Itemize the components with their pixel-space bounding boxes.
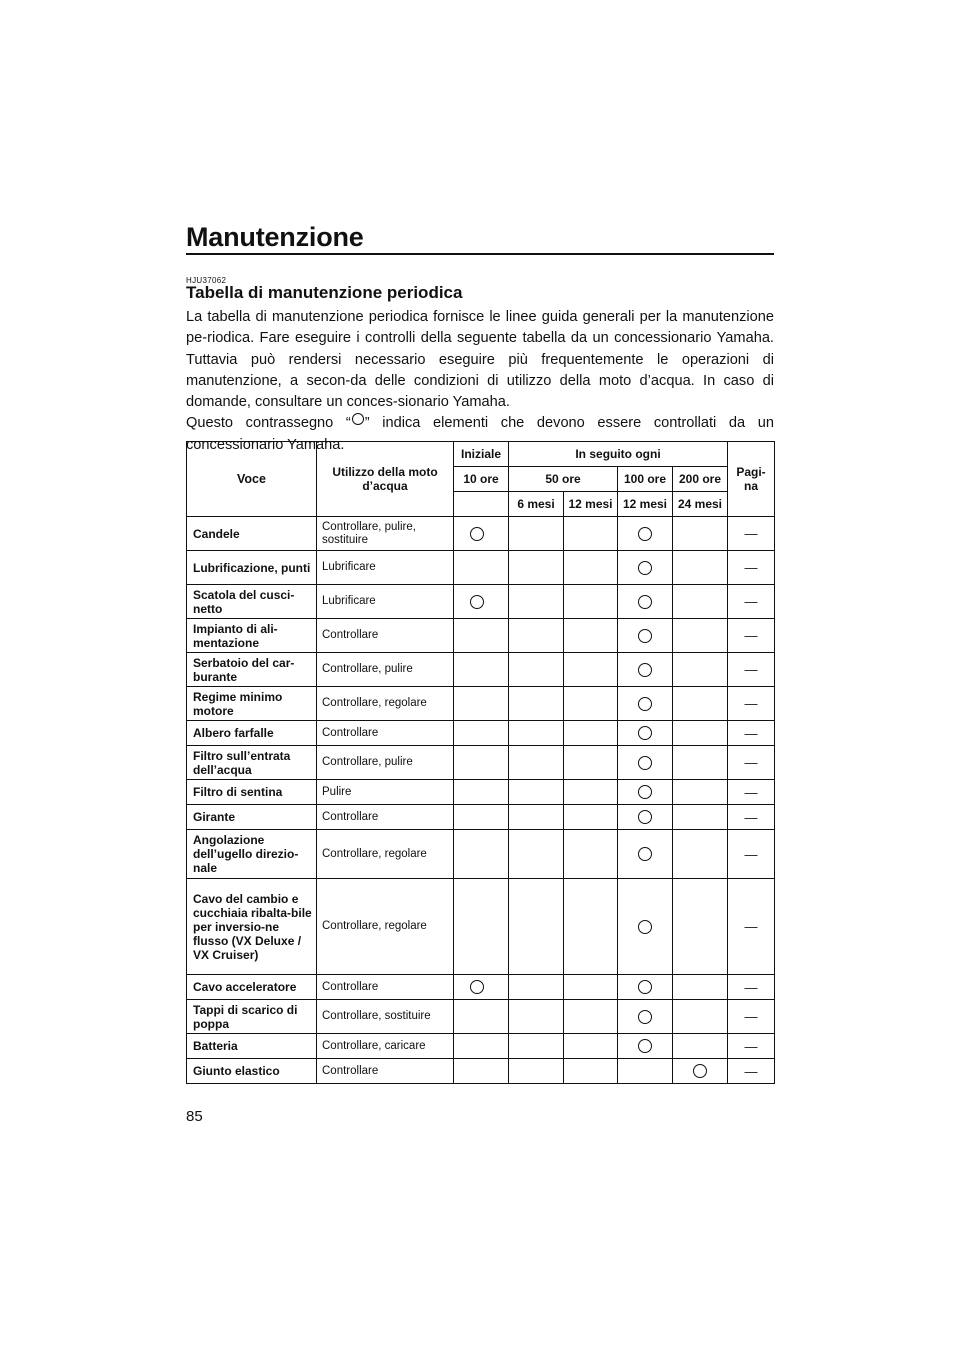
table-row <box>187 879 775 975</box>
row-use: Controllare <box>317 975 454 1000</box>
row-item: Scatola del cusci-netto <box>187 585 317 619</box>
table-row <box>187 746 775 780</box>
interval-cell <box>618 1034 673 1059</box>
header-iniziale: Iniziale <box>454 442 509 467</box>
row-use: Controllare, pulire <box>317 746 454 780</box>
interval-cell <box>564 746 618 780</box>
circle-mark-icon <box>638 726 652 740</box>
row-item: Girante <box>187 805 317 830</box>
interval-cell <box>564 721 618 746</box>
interval-cell <box>509 653 564 687</box>
row-use: Controllare <box>317 805 454 830</box>
interval-cell <box>564 619 618 653</box>
circle-mark-icon <box>638 847 652 861</box>
circle-mark-icon <box>352 413 364 425</box>
interval-cell <box>509 805 564 830</box>
row-page: — <box>728 721 775 746</box>
row-use: Controllare, pulire, sostituire <box>317 517 454 551</box>
interval-cell <box>618 830 673 879</box>
interval-cell <box>509 975 564 1000</box>
interval-cell <box>673 653 728 687</box>
circle-mark-icon <box>693 1064 707 1078</box>
interval-cell <box>673 721 728 746</box>
interval-cell <box>509 721 564 746</box>
interval-cell <box>509 830 564 879</box>
interval-cell <box>509 585 564 619</box>
interval-cell <box>509 687 564 721</box>
circle-mark-icon <box>638 697 652 711</box>
interval-cell <box>618 746 673 780</box>
interval-cell <box>618 551 673 585</box>
header-hours: 200 ore <box>673 467 728 492</box>
intro-paragraph: La tabella di manutenzione periodica fornisce le linee guida generali per la manutenzione pe-riodica. Fare eseguire i controlli della seguente tabella da un concessionario Yamaha. Tuttavia può rendersi necessario eseguire più frequentemente le operazioni di manutenzione, a secon-da delle condizioni di utilizzo della moto d’acqua. In caso di domande, consultare un conces-sionario Yamaha. <box>186 309 774 411</box>
row-page: — <box>728 879 775 975</box>
interval-cell <box>564 830 618 879</box>
interval-cell <box>673 585 728 619</box>
row-item: Lubrificazione, punti <box>187 551 317 585</box>
section-heading: Tabella di manutenzione periodica <box>186 283 463 302</box>
circle-mark-icon <box>638 527 652 541</box>
table-row <box>187 687 775 721</box>
interval-cell <box>564 1000 618 1034</box>
row-item: Candele <box>187 517 317 551</box>
interval-cell <box>509 517 564 551</box>
header-months: 24 mesi <box>673 492 728 517</box>
header-months: 6 mesi <box>509 492 564 517</box>
header-utilizzo: Utilizzo della moto d’acqua <box>317 442 454 517</box>
row-use: Controllare <box>317 619 454 653</box>
interval-cell <box>564 517 618 551</box>
interval-cell <box>564 879 618 975</box>
interval-cell <box>618 619 673 653</box>
circle-mark-icon <box>638 810 652 824</box>
interval-cell <box>618 585 673 619</box>
interval-cell <box>509 619 564 653</box>
circle-mark-icon <box>638 595 652 609</box>
circle-mark-icon <box>638 1010 652 1024</box>
header-hours: 50 ore <box>509 467 618 492</box>
table-row <box>187 1000 775 1034</box>
interval-cell <box>618 879 673 975</box>
row-item: Albero farfalle <box>187 721 317 746</box>
legend-text-before: Questo contrassegno “ <box>186 415 351 432</box>
interval-cell <box>618 1000 673 1034</box>
row-item: Tappi di scarico di poppa <box>187 1000 317 1034</box>
interval-cell <box>673 805 728 830</box>
interval-cell <box>454 746 509 780</box>
circle-mark-icon <box>638 920 652 934</box>
page-title: Manutenzione <box>186 222 364 252</box>
interval-cell <box>564 1059 618 1084</box>
circle-mark-icon <box>470 527 484 541</box>
interval-cell <box>454 1000 509 1034</box>
interval-cell <box>564 1034 618 1059</box>
interval-cell <box>618 721 673 746</box>
interval-cell <box>564 780 618 805</box>
legend-text-after: ” indica elementi che devono essere controllati da un concessionario Yamaha. <box>186 415 774 453</box>
interval-cell <box>618 687 673 721</box>
interval-cell <box>673 1000 728 1034</box>
interval-cell <box>564 551 618 585</box>
interval-cell <box>673 1059 728 1084</box>
interval-cell <box>618 653 673 687</box>
interval-cell <box>564 653 618 687</box>
circle-mark-icon <box>470 980 484 994</box>
table-row <box>187 517 775 551</box>
table-row <box>187 585 775 619</box>
interval-cell <box>673 551 728 585</box>
table-row <box>187 975 775 1000</box>
circle-mark-icon <box>638 785 652 799</box>
interval-cell <box>673 619 728 653</box>
interval-cell <box>454 585 509 619</box>
interval-cell <box>673 975 728 1000</box>
interval-cell <box>454 879 509 975</box>
interval-cell <box>454 805 509 830</box>
interval-cell <box>454 830 509 879</box>
row-item: Giunto elastico <box>187 1059 317 1084</box>
header-hours: 100 ore <box>618 467 673 492</box>
interval-cell <box>618 517 673 551</box>
row-use: Controllare <box>317 1059 454 1084</box>
table-row <box>187 619 775 653</box>
circle-mark-icon <box>638 663 652 677</box>
interval-cell <box>673 879 728 975</box>
maintenance-table <box>186 441 775 1084</box>
row-page: — <box>728 687 775 721</box>
row-page: — <box>728 746 775 780</box>
circle-mark-icon <box>638 561 652 575</box>
row-page: — <box>728 1034 775 1059</box>
row-page: — <box>728 619 775 653</box>
circle-mark-icon <box>638 756 652 770</box>
table-row <box>187 551 775 585</box>
interval-cell <box>509 879 564 975</box>
interval-cell <box>673 517 728 551</box>
row-use: Controllare, regolare <box>317 830 454 879</box>
interval-cell <box>454 1034 509 1059</box>
interval-cell <box>454 687 509 721</box>
row-use: Controllare, regolare <box>317 687 454 721</box>
interval-cell <box>673 1034 728 1059</box>
interval-cell <box>673 746 728 780</box>
row-item: Cavo acceleratore <box>187 975 317 1000</box>
interval-cell <box>454 653 509 687</box>
interval-cell <box>673 830 728 879</box>
table-row <box>187 830 775 879</box>
table-body <box>187 517 775 1084</box>
interval-cell <box>509 1034 564 1059</box>
interval-cell <box>618 805 673 830</box>
row-page: — <box>728 653 775 687</box>
row-use: Controllare <box>317 721 454 746</box>
row-page: — <box>728 585 775 619</box>
row-use: Controllare, regolare <box>317 879 454 975</box>
title-rule <box>186 253 774 255</box>
table-row <box>187 1059 775 1084</box>
interval-cell <box>509 551 564 585</box>
row-item: Regime minimo motore <box>187 687 317 721</box>
header-in-seguito: In seguito ogni <box>509 442 728 467</box>
interval-cell <box>564 585 618 619</box>
row-item: Impianto di ali-mentazione <box>187 619 317 653</box>
intro-text <box>186 307 774 456</box>
interval-cell <box>509 1059 564 1084</box>
interval-cell <box>673 780 728 805</box>
interval-cell <box>509 1000 564 1034</box>
interval-cell <box>618 1059 673 1084</box>
row-page: — <box>728 805 775 830</box>
interval-cell <box>564 975 618 1000</box>
table-row <box>187 805 775 830</box>
interval-cell <box>454 551 509 585</box>
circle-mark-icon <box>638 1039 652 1053</box>
page-number: 85 <box>186 1108 203 1125</box>
row-item: Batteria <box>187 1034 317 1059</box>
row-item: Filtro di sentina <box>187 780 317 805</box>
interval-cell <box>454 780 509 805</box>
row-item: Angolazione dell’ugello direzio-nale <box>187 830 317 879</box>
table-row <box>187 780 775 805</box>
interval-cell <box>454 721 509 746</box>
circle-mark-icon <box>638 629 652 643</box>
section-code: HJU37062 <box>186 276 227 285</box>
table-row <box>187 653 775 687</box>
interval-cell <box>618 975 673 1000</box>
interval-cell <box>454 619 509 653</box>
header-voce: Voce <box>187 442 317 517</box>
row-item: Cavo del cambio e cucchiaia ribalta-bile per inversio-ne flusso (VX Deluxe / VX Cruiser) <box>187 879 317 975</box>
row-use: Controllare, sostituire <box>317 1000 454 1034</box>
row-page: — <box>728 780 775 805</box>
header-months: 12 mesi <box>564 492 618 517</box>
interval-cell <box>509 746 564 780</box>
header-months-empty <box>454 492 509 517</box>
interval-cell <box>564 687 618 721</box>
interval-cell <box>454 517 509 551</box>
row-use: Controllare, pulire <box>317 653 454 687</box>
row-use: Lubrificare <box>317 585 454 619</box>
row-use: Lubrificare <box>317 551 454 585</box>
table-row <box>187 721 775 746</box>
row-page: — <box>728 1000 775 1034</box>
circle-mark-icon <box>470 595 484 609</box>
row-use: Pulire <box>317 780 454 805</box>
row-item: Filtro sull’entrata dell’acqua <box>187 746 317 780</box>
header-hours: 10 ore <box>454 467 509 492</box>
interval-cell <box>454 1059 509 1084</box>
row-page: — <box>728 830 775 879</box>
interval-cell <box>454 975 509 1000</box>
interval-cell <box>509 780 564 805</box>
header-row-1 <box>187 442 775 467</box>
interval-cell <box>673 687 728 721</box>
interval-cell <box>564 805 618 830</box>
header-months: 12 mesi <box>618 492 673 517</box>
row-item: Serbatoio del car-burante <box>187 653 317 687</box>
interval-cell <box>618 780 673 805</box>
row-page: — <box>728 551 775 585</box>
row-use: Controllare, caricare <box>317 1034 454 1059</box>
row-page: — <box>728 975 775 1000</box>
row-page: — <box>728 1059 775 1084</box>
row-page: — <box>728 517 775 551</box>
circle-mark-icon <box>638 980 652 994</box>
header-pagina: Pagi-na <box>728 442 775 517</box>
table-row <box>187 1034 775 1059</box>
